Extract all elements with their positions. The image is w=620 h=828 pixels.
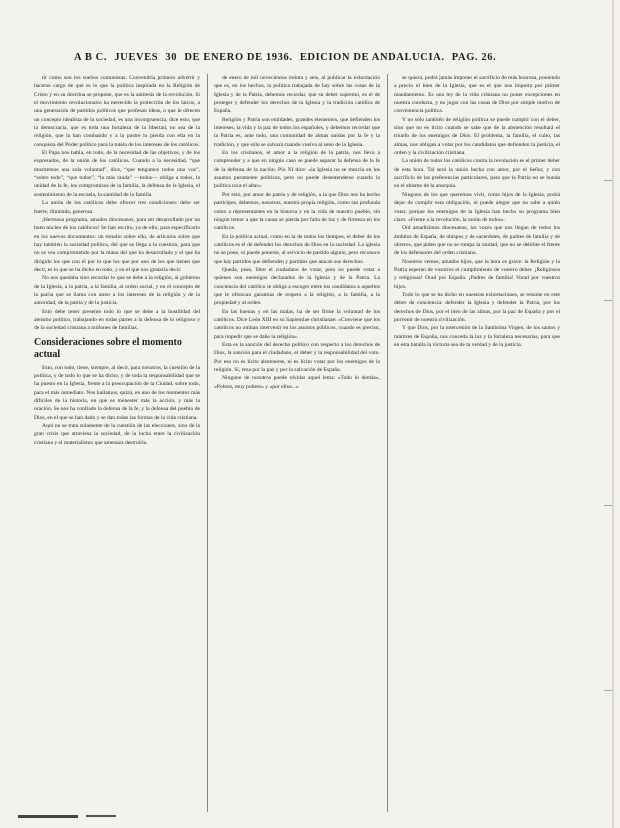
paragraph: tir como son los sueños comunistas. Convendría primero advertir y hacerse cargo de qué es lo que la política inspirada en la Religión de Cristo y en su doctrina se propone, que es la antítesis de la revolución. Si el movimiento revolucionario ha merecido la protección de los laicos, a una generación de partidos políticos que profesan ideas, o que le ofrecen un concepto idealista de la sociedad, es una incongruencia, dice esto, que la democracia, que es toda una fortaleza de la libertad, no sea de la religión, que la han combatido y a la postre lo pierda con ella en la conquista del Poder político para la tutela de los intereses de los católicos. [34,75,200,148]
paragraph: Ninguno de nosotros puede olvidar aquel lema: «Todo lo demás», «Pobres, muy pobres» y «por ellos...» [214,375,380,390]
margin-tick [604,300,612,301]
paragraph: Todo lo que se ha dicho en nuestras exhortaciones, se resume en este deber de conciencia: defender la Iglesia y defender la Patria, por los derechos de Dios, por el bien de las almas, por la paz de España y por el porvenir de nuestra civilización. [394,291,560,323]
header-weekday: JUEVES [114,52,159,63]
paragraph: La unión de todos los católicos contra la revolución es el primer deber de esta hora. Tal será la unión hecha con amor, por el Señor, y con sacrificio de las preferencias particulares, para que la Patria no se hunda en el abismo de la anarquía. [394,158,560,190]
section-heading: Consideraciones sobre el momento actual [34,336,182,360]
header-page-number: PAG. 26. [451,52,497,63]
page-header [74,52,594,63]
paragraph: Religión y Patria son entidades, grandes elementos, que defienden los intereses, la vida y la paz de todos los españoles, y debemos recordar que la Patria es, ante todo, una comunidad de almas unidas por la fe y la tradición, y que sólo se salvará cuando vuelva al seno de la Iglesia. [214,116,380,148]
paragraph: El Papa nos habla, en todo, de la necesidad de las objetivos, y de los expresados, de la unión de los católicos. Cuando a la necesidad, “que mostremos una sola voluntad”, dice, “que tengamos todos una voz”, “sobre todo”, “que todos”, “la más rauda” —todos— obliga a todos, la unidad de la fe, los compromisos de la familia, la defensa de la Iglesia, el sostenimiento de la escuela, la santidad de la familia. [34,150,200,198]
paragraph: de enero de mil novecientos treinta y seis, al publicar la exhortación que es, en los hechos, la política trabajada de hay sobre las cosas de la Iglesia y de la Patria, debemos recordar, que su deber supremo, es el de proteger y defender los derechos de la Iglesia y la tradición católica de España. [214,75,380,115]
margin-tick [604,690,612,691]
column-divider-2 [387,74,388,812]
paragraph: Esto, con todo, tiene, siempre, al decir, para nosotros, la cuestión de la política, y de todo lo que se ha dicho, y de toda la responsabilidad que se ha puesto en la Iglesia, frente a la preocupación de la Ciudad, sobre todo, para el más inmediato. Nos hallamos, quizá, en uno de los momentos más difíciles de la historia, en que es menester más la acción, y más la oración. Se nos ha confiado la defensa de la fe, y la defensa del pueblo de Dios, en el que se han dado y se dan todas las formas de la vida cristiana. [34,364,200,421]
paragraph: En la política actual, como en la de todos los tiempos, el deber de los católicos es el de defender los derechos de Dios en la sociedad. La iglesia no se pone, ni puede ponerse, al servicio de partido alguno, pero reconoce que hay partidos que defienden y partidos que atacan sus derechos. [214,233,380,265]
paragraph: ¡Hermosa programa, amados diocesanos, para ser desarrollado por un buen núcleo de los católicos! Se han escrito, ya de ello, para especificarlo en los nuevos documentos: un estudio sobre ello, de artículos sobre que hay también la sociedad política, del que se llega a la cuestión, para que no se vea comprometido por la mano del que ha desarrollado y el que ha dirigido los que con él por lo que los que por uno de los que tienen que decir, es lo que se ha dicho en todo, y en el que nos gustaría decir. [34,216,200,273]
paragraph: En los cristianos, el amor a la religión de la patria, nos lleva a comprender y a que en ningún caso se puede separar la defensa de la fe de la defensa de la nación. Pío XI dice: «la Iglesia no se mezcla en los asuntos puramente políticos, pero no puede desentenderse cuando la política toca el altar». [214,150,380,190]
paragraph: Oíd amadísimos diocesanos, las voces que nos llegan de todos los ámbitos de España, de obispos y de sacerdotes, de padres de familia y de obreros, que piden que no se rompa la unidad, que no se debilite el frente de los defensores del orden cristiano. [394,225,560,257]
column-1 [34,74,200,447]
newspaper-name: A B C. [74,52,108,63]
paragraph: Por esto, por amor de patria y de religión, a la que Dios nos ha hecho partícipes, debemos, nosotros, nuestra propia religión, como tan profunda como a representantes en la historia y en la vida de nuestro pueblo, sin ningún temor a que la causa se pierda por falta de luz y de firmeza en los católicos. [214,191,380,232]
paragraph: En las buenas y en las malas, ha de ser firme la voluntad de los católicos. Dice León XIII en su Sapientiae christianae: «Conviene que los católicos no omitan intervenir en los asuntos públicos, cuando es preciso, para impedir que se dañe la religión». [214,308,380,340]
header-date: DE ENERO DE 1936. [184,52,293,63]
margin-tick [604,180,612,181]
header-edition: EDICION DE ANDALUCIA. [299,52,445,63]
column-3 [394,74,560,349]
paragraph: No nos quedaba sino recordar lo que se debe a la religión, al gobierno de la Iglesia, a la patria, a la familia, al orden social, y en el concepto de la patria que se llama con amor a los intereses de la religión y de la autoridad, de la patria y de la justicia. [34,275,200,307]
paragraph: Esta es la sanción del derecho político con respecto a los derechos de Dios, la sanción para el ciudadano, el deber y la responsabilidad del voto. Por eso no es lícito abstenerse, ni es lícito votar por los enemigos de la religión. Sí, reza por la paz y por la salvación de España. [214,342,380,374]
paragraph: Esto debe tener presente todo lo que se debe a la hostilidad del ateísmo político, trabajando en todas partes a la defensa de lo religioso y de la sociedad cristiana a millones de familias. [34,308,200,332]
paragraph: Nosotros vemos, amados hijos, que la hora es grave: la Religión y la Patria esperan de vosotros el cumplimiento de vuestro deber. ¡Religiosos y religiosas! Orad por España. ¡Padres de familia! Votad por vuestros hijos. [394,258,560,290]
header-day: 30 [165,52,178,63]
column-divider-1 [207,74,208,812]
margin-tick [604,505,612,506]
column-2 [214,74,380,391]
paragraph: se quiera, podrá jamás imponer el sacrificio de más honrosa, poniendo a precio el bien de la Iglesia, que es el que nos importa por primer mandamiento. Es una ley de la vida cristiana no poner excepciones en nuestra conducta, y no jugar con las cosas de Dios por simple motivo de conveniencia política. [394,75,560,115]
print-mark [86,815,116,817]
paragraph: Y que Dios, por la intercesión de la Santísima Virgen, de los santos y mártires de España, nos conceda la luz y la fortaleza necesarias, para que en esta batalla la victoria sea de la verdad y de la justicia. [394,325,560,348]
page-edge [612,0,614,828]
paragraph: La unión de los católicos debe ofrecer tres condiciones: debe ser fuerte, ilimitada, generosa. [34,200,200,215]
paragraph: Queda, pues, libre el ciudadano de votar, pero no puede votar a quienes son enemigos declarados de la Iglesia y de la Patria. La conciencia del católico le obliga a escoger entre los candidatos a aquellos que le ofrezcan garantías de respeto a la religión, a la familia, a la propiedad y al orden. [214,266,380,307]
print-mark [18,815,78,818]
paragraph: Aquí no se trata solamente de la cuestión de las elecciones, sino de la gran crisis que atraviesa la sociedad, de la lucha entre la civilización cristiana y el materialismo que amenaza destruirla. [34,423,200,446]
paragraph: Y no sólo también de religión política se puede cumplir con el deber, sino que no es lícito cuando se sabe que de la abstención resultará el triunfo de los enemigos de Dios. El problema, la familia, el culto, las almas, nos obligan a votar por los candidatos que defienden la justicia, el orden y la civilización cristiana. [394,116,560,157]
paragraph: Ninguno de los que queremos vivir, como hijos de la Iglesia, podrá dejar de cumplir esta obligación, ni puede alegar que no sabe a quién votar, porque los enemigos de la Iglesia han hecho su programa bien claro. «Frente a la revolución, la unión de todos». [394,191,560,223]
